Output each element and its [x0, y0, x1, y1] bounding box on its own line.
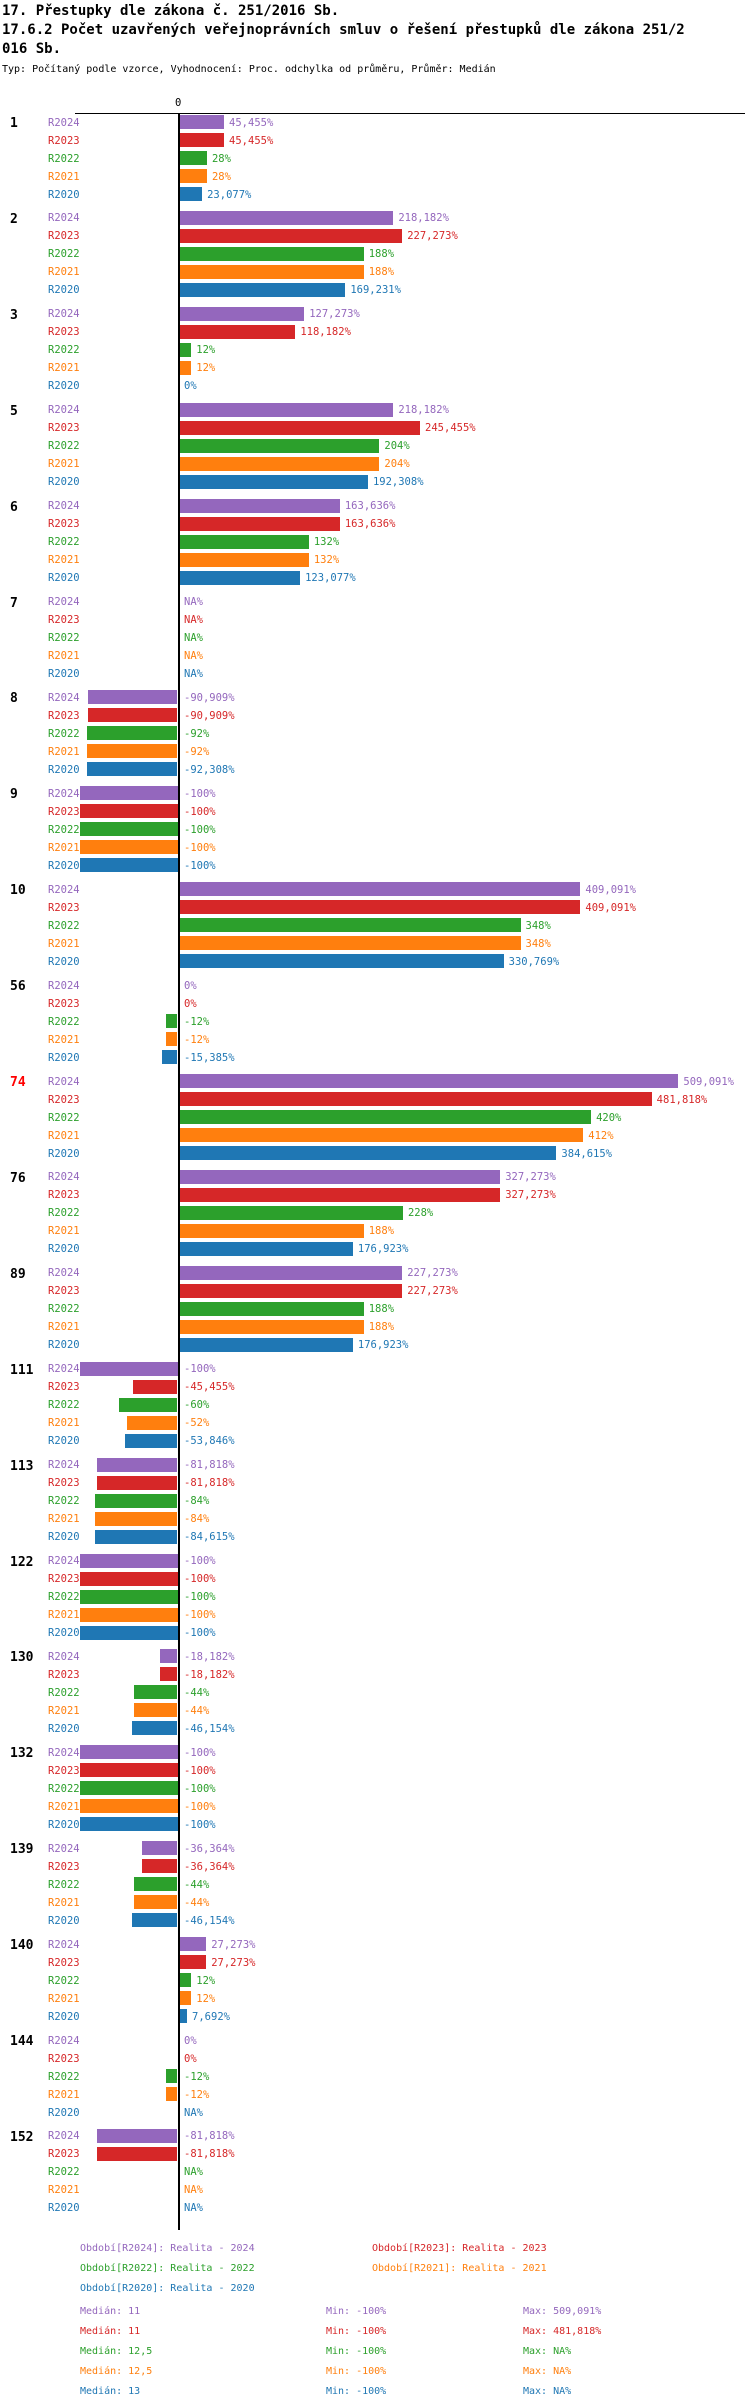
value-label: 188% [368, 1321, 395, 1334]
value-label: 412% [588, 1129, 614, 1142]
value-label: -100% [184, 1363, 216, 1376]
value-label: -53,846% [184, 1435, 235, 1448]
value-label: 204% [384, 458, 410, 471]
value-label: -44% [184, 1704, 210, 1717]
stat-median: Medián: 12,5 [80, 2366, 153, 2377]
series-label: R2024 [48, 979, 80, 992]
stat-max: Max: NA% [523, 2386, 572, 2397]
value-label: -46,154% [184, 1914, 235, 1927]
series-label: R2020 [48, 188, 80, 201]
series-label: R2023 [48, 997, 80, 1010]
series-label: R2021 [48, 554, 80, 567]
group-label: 132 [10, 1746, 34, 1762]
value-label: 132% [313, 536, 340, 549]
value-label: -36,364% [184, 1842, 235, 1855]
series-label: R2024 [48, 1171, 80, 1184]
value-label: -100% [184, 805, 216, 818]
series-label: R2024 [48, 1842, 80, 1855]
series-label: R2021 [48, 937, 80, 950]
chart-title-line1: 17. Přestupky dle zákona č. 251/2016 Sb. [2, 3, 340, 19]
series-label: R2020 [48, 2106, 80, 2119]
legend-item: Období[R2020]: Realita - 2020 [80, 2283, 255, 2294]
series-label: R2022 [48, 1207, 80, 1220]
value-label: -100% [184, 1746, 216, 1759]
series-label: R2023 [48, 901, 80, 914]
value-label: -44% [184, 1686, 210, 1699]
value-label: -100% [184, 787, 216, 800]
value-label: -100% [184, 1591, 216, 1603]
value-label: 12% [196, 344, 216, 357]
series-label: R2021 [48, 745, 80, 758]
value-label: -44% [184, 1896, 210, 1909]
series-label: R2020 [48, 380, 80, 393]
value-label: -92,308% [184, 763, 235, 776]
series-label: R2022 [48, 2070, 80, 2083]
series-label: R2020 [48, 1051, 80, 1064]
value-label: 169,231% [350, 284, 401, 297]
value-label: 204% [384, 440, 410, 453]
series-label: R2024 [48, 883, 80, 896]
value-label: 348% [525, 937, 551, 950]
group-label: 74 [10, 1075, 26, 1090]
series-label: R2021 [48, 170, 80, 183]
chart-title-line2: 17.6.2 Počet uzavřených veřejnoprávních smluv o řešení přestupků dle zákona 251/2 [2, 22, 685, 38]
series-label: R2020 [48, 1914, 80, 1927]
series-label: R2021 [48, 841, 80, 854]
series-label: R2024 [48, 1459, 80, 1472]
value-label: -100% [184, 859, 216, 872]
series-label: R2023 [48, 614, 80, 626]
value-label: 227,273% [407, 230, 458, 243]
value-label: 132% [313, 554, 340, 567]
group-label: 6 [10, 499, 18, 515]
stat-median: Medián: 11 [80, 2326, 141, 2337]
value-label: 409,091% [585, 883, 636, 896]
series-label: R2020 [48, 2010, 80, 2023]
series-label: R2023 [48, 134, 80, 147]
value-label: -100% [184, 841, 216, 854]
stat-median: Medián: 11 [80, 2306, 141, 2317]
value-label: -92% [184, 727, 210, 740]
series-label: R2022 [48, 1495, 80, 1508]
value-label: 118,182% [300, 326, 351, 339]
series-label: R2024 [48, 2034, 80, 2047]
value-label: -12% [184, 2070, 210, 2083]
series-label: R2023 [48, 326, 80, 339]
value-label: 27,273% [211, 1956, 256, 1969]
value-label: -81,818% [184, 2148, 235, 2161]
series-label: R2023 [48, 230, 80, 243]
group-label: 2 [10, 211, 18, 227]
series-label: R2022 [48, 1111, 80, 1124]
value-label: 0% [184, 2052, 197, 2065]
series-label: R2020 [48, 955, 80, 968]
value-label: 227,273% [407, 1267, 458, 1280]
series-label: R2021 [48, 1704, 80, 1717]
value-label: 218,182% [398, 212, 449, 225]
value-label: -100% [184, 1555, 216, 1567]
series-label: R2023 [48, 1573, 80, 1585]
value-label: -84% [184, 1495, 210, 1508]
series-label: R2024 [48, 596, 80, 608]
value-label: NA% [184, 614, 203, 626]
stat-max: Max: 481,818% [523, 2326, 602, 2337]
series-label: R2020 [48, 1435, 80, 1448]
series-label: R2024 [48, 308, 80, 321]
series-label: R2023 [48, 2052, 80, 2065]
stat-min: Min: -100% [326, 2386, 387, 2397]
value-label: -90,909% [184, 691, 235, 704]
value-label: 0% [184, 979, 197, 992]
series-label: R2021 [48, 1800, 80, 1813]
value-label: NA% [184, 2166, 203, 2179]
series-label: R2022 [48, 248, 80, 261]
group-label: 7 [10, 595, 18, 611]
value-label: -60% [184, 1399, 210, 1412]
series-label: R2024 [48, 2130, 80, 2143]
series-label: R2021 [48, 650, 80, 662]
series-label: R2022 [48, 1015, 80, 1028]
value-label: -81,818% [184, 1459, 235, 1472]
value-label: 12% [196, 1992, 216, 2005]
stat-median: Medián: 13 [80, 2386, 141, 2397]
value-label: NA% [184, 2106, 203, 2119]
series-label: R2022 [48, 152, 80, 165]
group-label: 139 [10, 1842, 34, 1858]
group-label: 122 [10, 1554, 34, 1570]
value-label: -45,455% [184, 1381, 235, 1394]
value-label: -81,818% [184, 1477, 235, 1490]
value-label: -90,909% [184, 709, 235, 722]
value-label: 384,615% [561, 1147, 612, 1160]
group-label: 10 [10, 883, 26, 899]
series-label: R2023 [48, 518, 80, 531]
group-label: 76 [10, 1170, 26, 1186]
stat-median: Medián: 12,5 [80, 2346, 153, 2357]
series-label: R2023 [48, 1093, 80, 1106]
value-label: 28% [211, 170, 231, 183]
series-label: R2022 [48, 536, 80, 549]
series-label: R2020 [48, 668, 80, 680]
value-label: -100% [184, 1818, 216, 1831]
value-label: -12% [184, 1033, 210, 1046]
value-label: 163,636% [344, 518, 396, 531]
series-label: R2024 [48, 1363, 80, 1376]
value-label: 192,308% [372, 476, 424, 489]
value-label: 228% [407, 1207, 434, 1220]
value-label: 188% [368, 1225, 395, 1238]
value-label: -100% [184, 1609, 216, 1621]
series-label: R2020 [48, 1243, 80, 1256]
series-label: R2024 [48, 212, 80, 225]
stat-min: Min: -100% [326, 2366, 387, 2377]
series-label: R2021 [48, 458, 80, 471]
value-label: 23,077% [207, 188, 252, 201]
group-label: 9 [10, 787, 18, 803]
group-label: 113 [10, 1458, 34, 1474]
value-label: -12% [184, 1015, 210, 1028]
value-label: -100% [184, 1627, 216, 1639]
value-label: -18,182% [184, 1668, 235, 1681]
stat-min: Min: -100% [326, 2346, 387, 2357]
value-label: 481,818% [656, 1093, 708, 1106]
series-label: R2023 [48, 1956, 80, 1969]
group-label: 152 [10, 2129, 34, 2145]
series-label: R2022 [48, 1878, 80, 1891]
value-label: NA% [184, 650, 203, 662]
group-label: 1 [10, 116, 18, 131]
series-label: R2022 [48, 632, 80, 644]
value-label: 218,182% [398, 404, 449, 417]
series-label: R2020 [48, 1722, 80, 1735]
series-label: R2021 [48, 362, 80, 375]
series-label: R2021 [48, 1225, 80, 1238]
value-label: -81,818% [184, 2130, 235, 2143]
stat-max: Max: NA% [523, 2346, 572, 2357]
value-label: -100% [184, 1764, 216, 1777]
series-label: R2021 [48, 2184, 80, 2197]
stat-max: Max: NA% [523, 2366, 572, 2377]
zero-tick-label: 0 [175, 97, 182, 109]
value-label: 188% [368, 248, 395, 261]
value-label: -12% [184, 2088, 210, 2101]
series-label: R2024 [48, 404, 80, 417]
series-label: R2023 [48, 1860, 80, 1873]
series-label: R2022 [48, 727, 80, 740]
series-label: R2021 [48, 1129, 80, 1142]
series-label: R2023 [48, 1285, 80, 1298]
group-label: 56 [10, 979, 26, 995]
series-label: R2022 [48, 1303, 80, 1316]
value-label: NA% [184, 596, 203, 608]
series-label: R2021 [48, 1609, 80, 1621]
value-label: 409,091% [585, 901, 636, 914]
value-label: 327,273% [505, 1189, 556, 1202]
series-label: R2020 [48, 476, 80, 489]
value-label: 227,273% [407, 1285, 458, 1298]
series-label: R2024 [48, 1267, 80, 1280]
value-label: NA% [184, 2184, 203, 2197]
series-label: R2024 [48, 1075, 80, 1088]
series-label: R2021 [48, 1992, 80, 2005]
series-label: R2020 [48, 763, 80, 776]
value-label: 7,692% [192, 2010, 230, 2023]
series-label: R2021 [48, 266, 80, 279]
group-label: 5 [10, 403, 18, 419]
series-label: R2020 [48, 1531, 80, 1544]
series-label: R2024 [48, 1938, 80, 1951]
value-label: 509,091% [683, 1075, 734, 1088]
value-label: 420% [596, 1111, 622, 1124]
value-label: -18,182% [184, 1650, 235, 1663]
value-label: 0% [184, 2034, 197, 2047]
value-label: -100% [184, 1573, 216, 1585]
series-label: R2021 [48, 2088, 80, 2101]
series-label: R2023 [48, 1477, 80, 1490]
series-label: R2023 [48, 1189, 80, 1202]
chart-title-line3: 016 Sb. [2, 41, 62, 57]
series-label: R2022 [48, 1399, 80, 1412]
group-label: 111 [10, 1362, 34, 1378]
series-label: R2020 [48, 1627, 80, 1639]
value-label: 188% [368, 266, 395, 279]
series-label: R2020 [48, 572, 80, 585]
value-label: 123,077% [305, 572, 356, 585]
series-label: R2023 [48, 1764, 80, 1777]
series-label: R2024 [48, 500, 80, 513]
series-label: R2020 [48, 284, 80, 297]
series-label: R2022 [48, 1974, 80, 1987]
value-label: -36,364% [184, 1860, 235, 1873]
value-label: -100% [184, 1782, 216, 1795]
value-label: 327,273% [505, 1171, 556, 1184]
value-label: -52% [184, 1417, 210, 1430]
series-label: R2020 [48, 1818, 80, 1831]
series-label: R2023 [48, 2148, 80, 2161]
value-label: 45,455% [229, 116, 274, 129]
series-label: R2024 [48, 1746, 80, 1759]
value-label: 0% [184, 997, 197, 1010]
series-label: R2023 [48, 1381, 80, 1394]
series-label: R2020 [48, 1147, 80, 1160]
legend-item: Období[R2022]: Realita - 2022 [80, 2263, 255, 2274]
legend-item: Období[R2023]: Realita - 2023 [372, 2243, 547, 2254]
value-label: 176,923% [357, 1243, 409, 1256]
series-label: R2022 [48, 344, 80, 357]
series-label: R2024 [48, 1650, 80, 1663]
series-label: R2020 [48, 1339, 80, 1352]
value-label: 127,273% [309, 308, 360, 321]
value-label: 348% [525, 919, 551, 932]
series-label: R2024 [48, 1555, 80, 1567]
series-label: R2021 [48, 1513, 80, 1526]
value-label: -44% [184, 1878, 210, 1891]
chart-subtitle: Typ: Počítaný podle vzorce, Vyhodnocení: Proc. odchylka od průměru, Průměr: Medián [2, 64, 496, 75]
group-label: 144 [10, 2034, 34, 2049]
series-label: R2023 [48, 805, 80, 818]
value-label: NA% [184, 632, 203, 644]
group-label: 3 [10, 307, 18, 323]
value-label: 28% [211, 152, 231, 165]
series-label: R2023 [48, 709, 80, 722]
value-label: NA% [184, 2202, 203, 2215]
series-label: R2024 [48, 691, 80, 704]
stat-min: Min: -100% [326, 2306, 387, 2317]
group-label: 8 [10, 691, 18, 707]
group-label: 130 [10, 1650, 34, 1666]
series-label: R2022 [48, 1782, 80, 1795]
legend-item: Období[R2021]: Realita - 2021 [372, 2263, 547, 2274]
series-label: R2022 [48, 919, 80, 932]
value-label: NA% [184, 668, 203, 680]
value-label: 163,636% [344, 500, 396, 513]
series-label: R2022 [48, 1591, 80, 1603]
value-label: -84,615% [184, 1531, 235, 1544]
series-label: R2022 [48, 1686, 80, 1699]
series-label: R2020 [48, 2202, 80, 2215]
series-label: R2021 [48, 1033, 80, 1046]
series-label: R2024 [48, 787, 80, 800]
value-label: 45,455% [229, 134, 274, 147]
series-label: R2023 [48, 422, 80, 435]
stat-min: Min: -100% [326, 2326, 387, 2337]
series-label: R2022 [48, 440, 80, 453]
value-label: 245,455% [425, 422, 476, 435]
series-label: R2021 [48, 1896, 80, 1909]
stat-max: Max: 509,091% [523, 2306, 602, 2317]
series-label: R2021 [48, 1321, 80, 1334]
value-label: 12% [196, 1974, 216, 1987]
value-label: -84% [184, 1513, 210, 1526]
series-label: R2022 [48, 823, 80, 836]
value-label: 176,923% [357, 1339, 409, 1352]
value-label: -100% [184, 1800, 216, 1813]
value-label: 12% [196, 362, 216, 375]
group-label: 140 [10, 1938, 34, 1954]
series-label: R2022 [48, 2166, 80, 2179]
legend-item: Období[R2024]: Realita - 2024 [80, 2243, 255, 2254]
group-label: 89 [10, 1266, 26, 1282]
series-label: R2020 [48, 859, 80, 872]
value-label: -100% [184, 823, 216, 836]
value-label: 27,273% [211, 1938, 256, 1951]
value-label: -15,385% [184, 1051, 235, 1064]
value-label: 188% [368, 1303, 395, 1316]
series-label: R2023 [48, 1668, 80, 1681]
value-label: -46,154% [184, 1722, 235, 1735]
value-label: 330,769% [508, 955, 560, 968]
series-label: R2021 [48, 1417, 80, 1430]
value-label: 0% [184, 380, 197, 393]
series-label: R2024 [48, 116, 80, 129]
value-label: -92% [184, 745, 210, 758]
